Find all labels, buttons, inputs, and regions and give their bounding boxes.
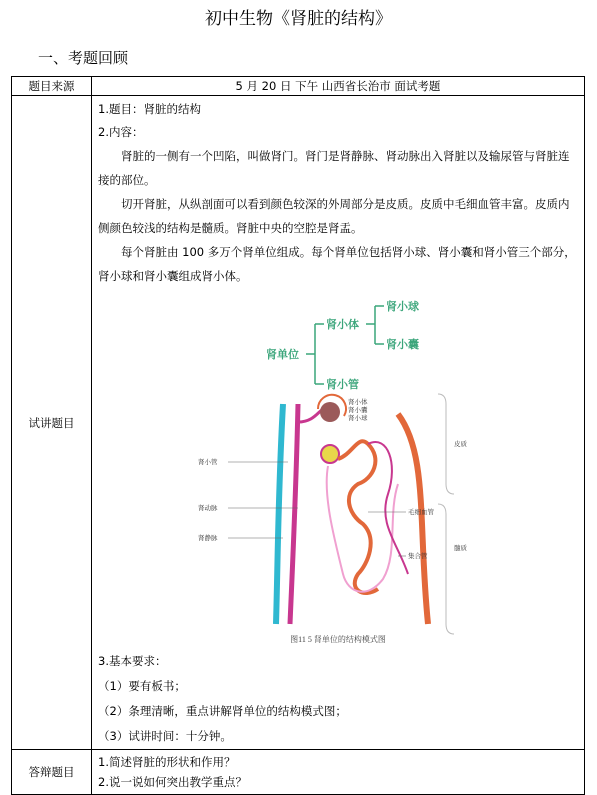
paragraph-3: 每个肾脏由 100 多万个肾单位组成。每个肾单位包括肾小球、肾小囊和肾小管三个部分，肾小球和肾小囊组成肾小体。 — [98, 245, 576, 283]
req-3: （3）试讲时间：十分钟。 — [98, 729, 232, 743]
source-label: 题目来源 — [12, 77, 92, 96]
req-1: （1）要有板书； — [98, 679, 186, 693]
question-1: 1.简述肾脏的形状和作用？ — [98, 755, 236, 769]
exam-table — [11, 76, 585, 795]
fig-label-medulla: 髓质 — [454, 545, 467, 552]
fig-label-capillary: 毛细血管 — [408, 509, 434, 516]
cortex-bracket — [438, 394, 454, 634]
fig-label-glomerulus: 肾小体 — [348, 399, 368, 406]
fig-label-vein: 肾静脉 — [198, 535, 218, 542]
req-label: 3.基本要求： — [98, 654, 167, 668]
tree-leaf-glomerulus: 肾小球 — [386, 301, 419, 313]
nephron-structure — [276, 395, 428, 624]
nephron-diagram — [98, 294, 578, 649]
defense-label: 答辩题目 — [12, 750, 92, 795]
nephron-tree — [306, 306, 384, 384]
paragraph-1: 肾脏的一侧有一个凹陷，叫做肾门。肾门是肾静脉、肾动脉出入肾脏以及输尿管与肾脏连接的部位。 — [98, 149, 570, 187]
fig-label-ball: 肾小球 — [348, 415, 368, 422]
row-defense — [12, 750, 585, 795]
tree-leaf-tubule: 肾小管 — [326, 379, 359, 391]
tree-mid: 肾小体 — [326, 319, 359, 331]
paragraph-2: 切开肾脏，从纵剖面可以看到颜色较深的外周部分是皮质。皮质中毛细血管丰富。皮质内侧颜色较浅的结构是髓质。肾脏中央的空腔是肾盂。 — [98, 197, 570, 235]
fig-label-tubule: 肾小管 — [198, 459, 218, 466]
req-2: （2）条理清晰，重点讲解肾单位的结构模式图； — [98, 704, 347, 718]
lecture-label: 试讲题目 — [12, 96, 92, 750]
content-label: 2.内容： — [98, 125, 144, 139]
lecture-content — [92, 96, 585, 750]
row-lecture — [12, 96, 585, 750]
fig-label-collecting: 集合管 — [408, 553, 428, 560]
fig-label-cortex: 皮质 — [454, 441, 467, 448]
page-title: 初中生物《肾脏的结构》 — [205, 9, 392, 29]
fig-label-artery: 肾动脉 — [198, 505, 218, 512]
fig-caption: 图11 5 肾单位的结构模式图 — [290, 635, 386, 644]
source-value: 5 月 20 日 下午 山西省长治市 面试考题 — [92, 77, 585, 96]
row-source — [12, 77, 585, 96]
tree-leaf-sac: 肾小囊 — [386, 339, 419, 351]
fig-label-sac: 肾小囊 — [348, 407, 368, 414]
defense-content — [92, 750, 585, 795]
nephron-figure — [98, 294, 578, 649]
section-heading: 一、考题回顾 — [38, 49, 129, 67]
tree-root: 肾单位 — [266, 349, 299, 361]
question-2: 2.说一说如何突出教学重点？ — [98, 775, 247, 789]
topic-line: 1.题目：肾脏的结构 — [98, 102, 201, 116]
